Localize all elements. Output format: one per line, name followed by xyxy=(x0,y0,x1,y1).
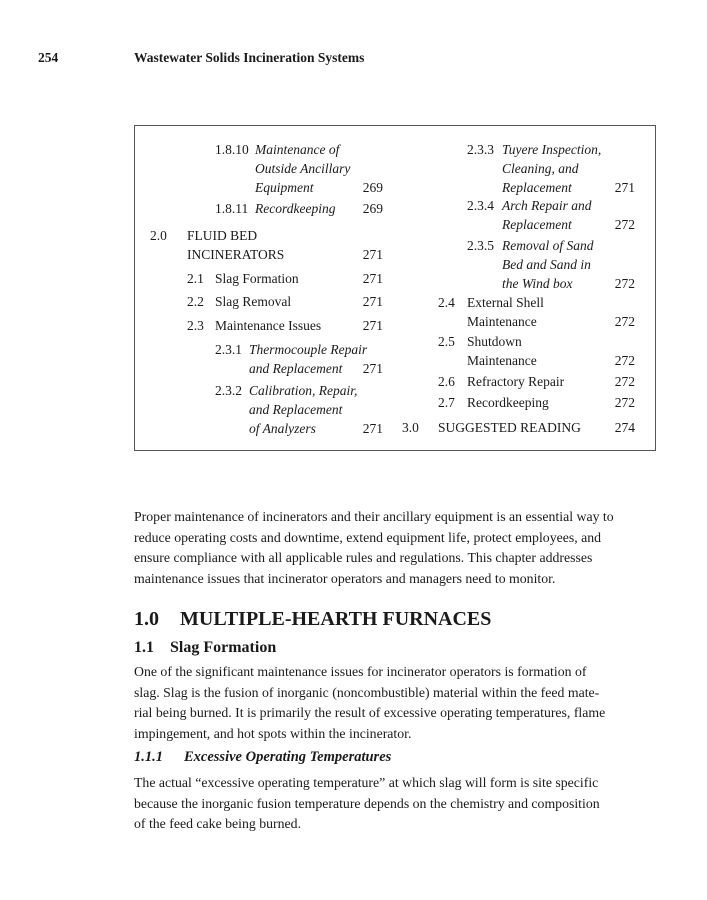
toc-entry-3-0[interactable] xyxy=(402,418,635,438)
toc-page: 271 xyxy=(614,180,635,195)
toc-page: 269 xyxy=(362,201,383,216)
toc-title: Recordkeeping xyxy=(467,395,549,410)
toc-entry-1-8-11[interactable] xyxy=(215,199,383,219)
section-number: 1.0 xyxy=(134,608,159,630)
intro-line: ensure compliance with all applicable rules and regulations. This chapter addresses xyxy=(134,550,593,565)
toc-page: 269 xyxy=(362,180,383,195)
page-number: 254 xyxy=(38,50,59,65)
toc-page: 272 xyxy=(614,353,635,368)
toc-title: Maintenance Issues xyxy=(215,318,322,333)
toc-title: External Shell xyxy=(467,295,544,310)
toc-number: 1.8.11 xyxy=(215,201,249,216)
toc-page: 272 xyxy=(614,314,635,329)
toc-title-line2: Maintenance xyxy=(467,353,537,368)
running-title: Wastewater Solids Incineration Systems xyxy=(134,50,365,65)
slag-line: impingement, and hot spots within the incinerator. xyxy=(134,725,412,741)
section-heading-1-1 xyxy=(134,639,276,657)
toc-title: Arch Repair and xyxy=(502,198,592,213)
toc-number: 2.3.1 xyxy=(215,342,242,357)
toc-title-line2: and Replacement xyxy=(249,361,343,376)
section-number: 1.1 xyxy=(134,639,154,656)
toc-number: 2.2 xyxy=(187,294,204,309)
toc-title: Removal of Sand xyxy=(502,238,594,253)
toc-entry-2-7[interactable] xyxy=(438,393,635,413)
toc-number: 2.3.4 xyxy=(467,198,494,213)
toc-entry-2-1[interactable] xyxy=(187,269,383,289)
toc-title: SUGGESTED READING xyxy=(438,420,581,435)
temperature-line: of the feed cake being burned. xyxy=(134,816,302,831)
toc-title: Refractory Repair xyxy=(467,374,565,389)
section-title: Slag Formation xyxy=(170,639,277,656)
toc-title: FLUID BED xyxy=(187,228,258,243)
toc-number: 2.3.3 xyxy=(467,142,494,157)
intro-line: maintenance issues that incinerator operators and managers need to monitor. xyxy=(134,570,556,586)
toc-number: 2.5 xyxy=(438,334,455,349)
toc-title: Tuyere Inspection, xyxy=(502,142,602,157)
toc-page: 272 xyxy=(614,395,635,410)
toc-entry-2-3-1[interactable] xyxy=(215,340,383,380)
toc-title-line3: the Wind box xyxy=(502,276,573,291)
toc-title-line2: Cleaning, and xyxy=(502,161,579,176)
toc-number: 2.3.5 xyxy=(467,238,494,253)
toc-title: Calibration, Repair, xyxy=(249,383,358,398)
toc-number: 2.7 xyxy=(438,395,455,410)
intro-line: Proper maintenance of incinerators and their ancillary equipment is an essential way to xyxy=(134,509,614,524)
temperature-line: The actual “excessive operating temperature” at which slag will form is site specific xyxy=(134,775,599,790)
toc-title: Recordkeeping xyxy=(255,201,336,216)
temperature-line: because the inorganic fusion temperature depends on the chemistry and composition xyxy=(134,795,600,811)
toc-number: 2.3 xyxy=(187,318,204,333)
toc-entry-2-0[interactable] xyxy=(150,226,383,266)
section-heading-1-1-1 xyxy=(134,749,391,766)
toc-entry-2-3-3[interactable] xyxy=(467,140,635,198)
toc-title: Slag Formation xyxy=(215,271,299,286)
toc-title-line2: and Replacement xyxy=(249,402,343,417)
toc-page: 272 xyxy=(614,374,635,389)
toc-title-line2: Outside Ancillary xyxy=(255,161,351,176)
toc-number: 2.0 xyxy=(150,228,167,243)
toc-title: Thermocouple Repair xyxy=(249,342,368,357)
toc-title-line3: Replacement xyxy=(502,180,572,195)
toc-number: 2.3.2 xyxy=(215,383,242,398)
toc-entry-2-3-2[interactable] xyxy=(215,381,383,439)
section-number: 1.1.1 xyxy=(134,749,163,765)
toc-page: 272 xyxy=(614,276,635,291)
toc-page: 271 xyxy=(362,421,383,436)
toc-number: 2.6 xyxy=(438,374,455,389)
slag-line: slag. Slag is the fusion of inorganic (noncombustible) material within the feed mate- xyxy=(134,684,600,700)
toc-entry-2-3-4[interactable] xyxy=(467,196,635,236)
temperature-paragraph xyxy=(134,773,656,835)
slag-paragraph xyxy=(134,662,656,744)
toc-page: 271 xyxy=(362,271,383,286)
toc-page: 274 xyxy=(614,420,635,435)
toc-title-line2: Replacement xyxy=(502,217,572,232)
section-heading-1-0 xyxy=(134,608,491,631)
toc-entry-2-2[interactable] xyxy=(187,292,383,312)
toc-title-line2: Maintenance xyxy=(467,314,537,329)
page-header xyxy=(0,50,707,70)
toc-title: Slag Removal xyxy=(215,294,292,309)
slag-line: rial being burned. It is primarily the result of excessive operating temperatures, flame xyxy=(134,705,606,720)
toc-title: Shutdown xyxy=(467,334,522,349)
toc-title-line2: Bed and Sand in xyxy=(502,257,591,272)
toc-number: 3.0 xyxy=(402,420,419,435)
toc-number: 1.8.10 xyxy=(215,142,249,157)
toc-number: 2.1 xyxy=(187,271,204,286)
toc-number: 2.4 xyxy=(438,295,455,310)
toc-page: 271 xyxy=(362,294,383,309)
intro-paragraph xyxy=(134,507,656,589)
toc-entry-1-8-10[interactable] xyxy=(215,140,383,198)
toc-entry-2-4[interactable] xyxy=(438,293,635,333)
toc-title-line2: INCINERATORS xyxy=(187,247,285,262)
toc-title-line3: Equipment xyxy=(255,180,314,195)
toc-entry-2-3-5[interactable] xyxy=(467,236,635,294)
intro-line: reduce operating costs and downtime, extend equipment life, protect employees, and xyxy=(134,529,602,545)
toc-title: Maintenance of xyxy=(255,142,340,157)
toc-entry-2-3[interactable] xyxy=(187,316,383,336)
toc-title-line3: of Analyzers xyxy=(249,421,316,436)
slag-line: One of the significant maintenance issues for incinerator operators is formation of xyxy=(134,664,587,679)
toc-page: 271 xyxy=(362,247,383,262)
toc-page: 271 xyxy=(362,318,383,333)
toc-page: 271 xyxy=(362,361,383,376)
toc-entry-2-5[interactable] xyxy=(438,332,635,372)
toc-entry-2-6[interactable] xyxy=(438,372,635,392)
section-title: MULTIPLE-HEARTH FURNACES xyxy=(180,608,492,630)
toc-box xyxy=(134,125,656,451)
toc-page: 272 xyxy=(614,217,635,232)
section-title: Excessive Operating Temperatures xyxy=(184,749,392,765)
